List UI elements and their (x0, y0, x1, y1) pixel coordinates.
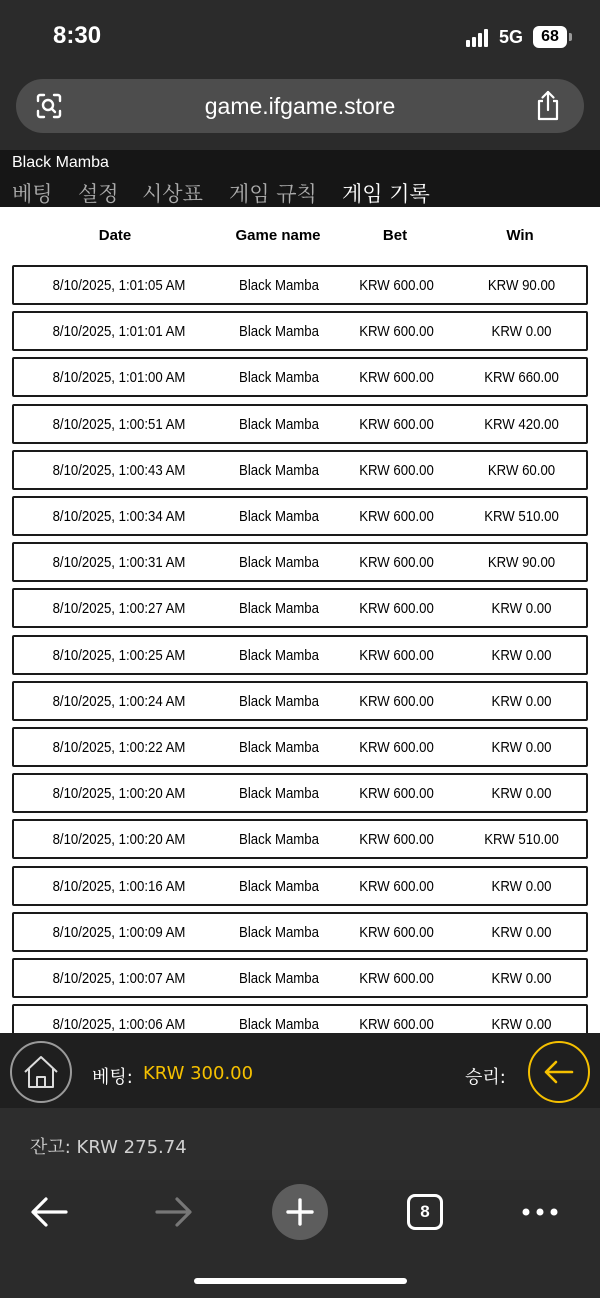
cell-date: 8/10/2025, 1:01:05 AM (52, 277, 186, 294)
cell-bet: KRW 600.00 (359, 692, 434, 710)
cell-date: 8/10/2025, 1:00:09 AM (52, 923, 186, 941)
cell-win: KRW 90.00 (487, 277, 556, 294)
new-tab-button[interactable] (272, 1184, 328, 1240)
home-button[interactable] (10, 1041, 72, 1103)
cell-bet: KRW 600.00 (359, 600, 434, 618)
cell-game-name: Black Mamba (239, 877, 319, 895)
browser-address-area (0, 75, 600, 150)
cell-bet: KRW 600.00 (359, 1016, 434, 1033)
cell-date: 8/10/2025, 1:00:22 AM (52, 739, 186, 756)
table-row[interactable] (12, 496, 588, 536)
table-row[interactable] (12, 588, 588, 628)
table-row[interactable] (12, 727, 588, 767)
cell-win: KRW 0.00 (491, 785, 552, 803)
cell-win: KRW 420.00 (484, 415, 559, 433)
home-icon (12, 1043, 70, 1101)
cell-win: KRW 0.00 (491, 600, 552, 618)
arrow-right-icon[interactable] (153, 1194, 195, 1230)
cell-game-name: Black Mamba (239, 1016, 319, 1033)
game-title: Black Mamba (12, 154, 109, 171)
table-row[interactable] (12, 265, 588, 305)
cell-date: 8/10/2025, 1:00:31 AM (52, 554, 186, 572)
cell-bet: KRW 600.00 (359, 323, 434, 341)
tab-game-history[interactable]: 게임 기록 (342, 178, 430, 212)
cell-date: 8/10/2025, 1:00:51 AM (52, 415, 186, 433)
cell-date: 8/10/2025, 1:00:20 AM (52, 831, 186, 849)
cell-date: 8/10/2025, 1:00:16 AM (52, 877, 186, 895)
tab-paytable[interactable]: 시상표 (142, 182, 203, 206)
tab-game-rules[interactable]: 게임 규칙 (229, 182, 317, 206)
table-row[interactable] (12, 958, 588, 998)
status-bar (0, 0, 600, 75)
arrow-left-icon (530, 1043, 588, 1101)
cell-win: KRW 0.00 (491, 923, 552, 941)
back-button[interactable] (528, 1041, 590, 1103)
cell-win: KRW 0.00 (491, 739, 552, 756)
cell-game-name: Black Mamba (239, 600, 319, 618)
table-row[interactable] (12, 357, 588, 397)
cell-game-name: Black Mamba (239, 692, 319, 710)
cell-date: 8/10/2025, 1:00:24 AM (52, 692, 186, 710)
cell-win: KRW 510.00 (484, 831, 559, 849)
cell-game-name: Black Mamba (239, 415, 319, 433)
cell-date: 8/10/2025, 1:00:06 AM (52, 1016, 186, 1033)
cell-game-name: Black Mamba (239, 831, 319, 849)
cell-bet: KRW 600.00 (359, 415, 434, 433)
cell-win: KRW 0.00 (491, 323, 552, 341)
table-row[interactable] (12, 773, 588, 813)
cell-bet: KRW 600.00 (359, 877, 434, 895)
history-table[interactable] (0, 207, 600, 1033)
cell-bet: KRW 600.00 (359, 831, 434, 849)
win-label: 승리: (465, 1067, 506, 1088)
cell-win: KRW 0.00 (491, 1016, 552, 1033)
table-row[interactable] (12, 542, 588, 582)
table-row[interactable] (12, 912, 588, 952)
cell-game-name: Black Mamba (239, 739, 319, 756)
table-header (0, 207, 600, 263)
cell-date: 8/10/2025, 1:00:43 AM (52, 461, 186, 479)
cell-win: KRW 90.00 (487, 554, 556, 572)
table-row[interactable] (12, 311, 588, 351)
cell-game-name: Black Mamba (239, 646, 319, 664)
bet-value: KRW 300.00 (143, 1063, 254, 1084)
cell-win: KRW 60.00 (487, 461, 556, 479)
arrow-left-icon[interactable] (28, 1194, 70, 1230)
cell-bet: KRW 600.00 (359, 277, 434, 294)
cell-win: KRW 0.00 (491, 877, 552, 895)
column-header-win: Win (506, 227, 534, 244)
bet-bar (0, 1033, 600, 1108)
home-indicator (194, 1278, 407, 1284)
tab-settings[interactable]: 설정 (78, 182, 119, 206)
cell-win: KRW 0.00 (491, 646, 552, 664)
cell-date: 8/10/2025, 1:00:34 AM (52, 508, 186, 525)
game-header (0, 150, 600, 207)
cell-win: KRW 510.00 (484, 508, 559, 525)
browser-toolbar (0, 1180, 600, 1298)
cell-bet: KRW 600.00 (359, 646, 434, 664)
table-row[interactable] (12, 866, 588, 906)
cell-win: KRW 660.00 (484, 369, 559, 387)
plus-icon (272, 1184, 328, 1240)
cell-bet: KRW 600.00 (359, 739, 434, 756)
cell-bet: KRW 600.00 (359, 461, 434, 479)
column-header-game-name: Game name (235, 227, 321, 244)
cell-bet: KRW 600.00 (359, 554, 434, 572)
cell-game-name: Black Mamba (239, 508, 319, 525)
tabs-button[interactable]: 8 (407, 1194, 443, 1230)
table-row[interactable] (12, 819, 588, 859)
status-time: 8:30 (53, 22, 102, 49)
cell-date: 8/10/2025, 1:00:07 AM (52, 970, 186, 987)
tab-betting[interactable]: 베팅 (12, 182, 53, 206)
cell-bet: KRW 600.00 (359, 785, 434, 803)
share-icon[interactable] (534, 90, 562, 122)
column-header-bet: Bet (382, 227, 408, 244)
cell-bet: KRW 600.00 (359, 508, 434, 525)
battery-icon: 68 (533, 26, 567, 48)
table-row[interactable] (12, 404, 588, 444)
column-header-date: Date (98, 227, 132, 244)
cell-date: 8/10/2025, 1:00:25 AM (52, 646, 186, 664)
cell-date: 8/10/2025, 1:01:01 AM (52, 323, 186, 341)
bet-label: 베팅: (92, 1067, 133, 1088)
cell-bet: KRW 600.00 (359, 923, 434, 941)
cell-date: 8/10/2025, 1:00:20 AM (52, 785, 186, 803)
table-row[interactable] (12, 450, 588, 490)
cell-win: KRW 0.00 (491, 970, 552, 987)
url-text: game.ifgame.store (204, 93, 396, 119)
cell-bet: KRW 600.00 (359, 970, 434, 987)
cell-date: 8/10/2025, 1:00:27 AM (52, 600, 186, 618)
cell-game-name: Black Mamba (239, 554, 319, 572)
table-row[interactable] (12, 635, 588, 675)
cell-date: 8/10/2025, 1:01:00 AM (52, 369, 186, 387)
cell-game-name: Black Mamba (239, 785, 319, 803)
more-icon[interactable] (521, 1206, 559, 1218)
table-row[interactable] (12, 681, 588, 721)
cell-win: KRW 0.00 (491, 692, 552, 710)
cell-game-name: Black Mamba (239, 369, 319, 387)
table-row[interactable] (12, 1004, 588, 1033)
cell-game-name: Black Mamba (239, 923, 319, 941)
cell-bet: KRW 600.00 (359, 369, 434, 387)
cell-game-name: Black Mamba (239, 277, 319, 294)
cell-game-name: Black Mamba (239, 323, 319, 341)
signal-icon (466, 29, 492, 47)
balance-text: 잔고: KRW 275.74 (30, 1137, 187, 1158)
cell-game-name: Black Mamba (239, 461, 319, 479)
tab-bar (0, 174, 600, 207)
network-type: 5G (499, 27, 524, 47)
cell-game-name: Black Mamba (239, 970, 319, 987)
balance-bar (0, 1108, 600, 1180)
address-bar[interactable] (16, 79, 584, 133)
